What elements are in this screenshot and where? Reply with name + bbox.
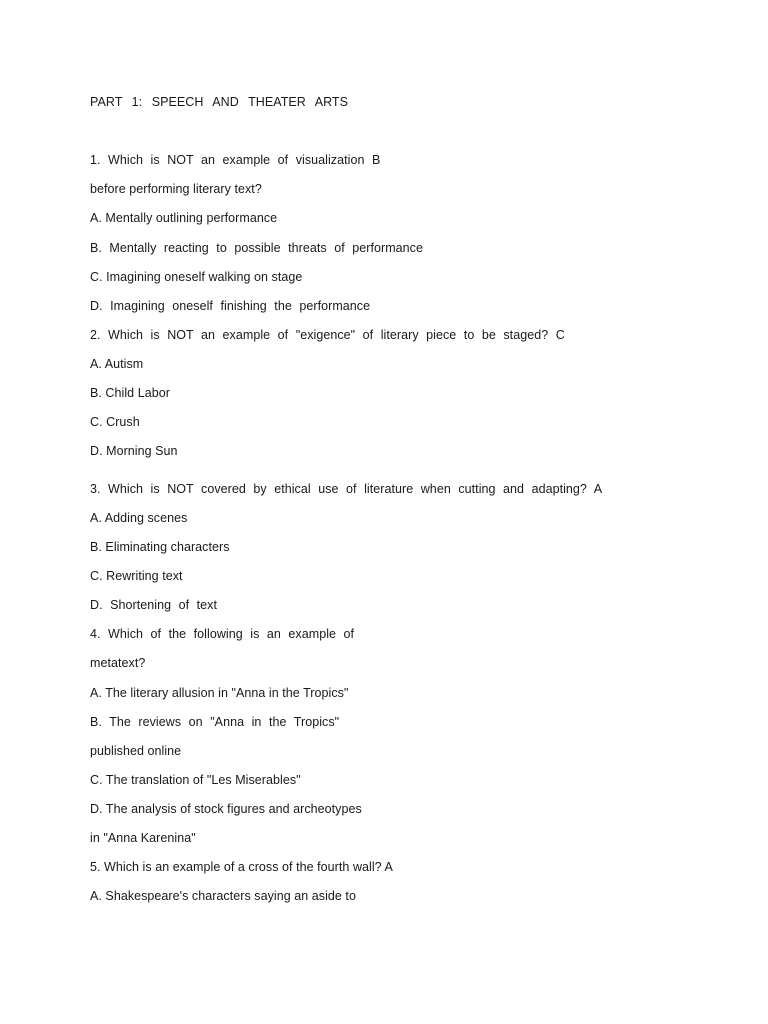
question-3-option-d: D. Shortening of text [90,598,218,612]
question-4-option-b: B. The reviews on "Anna in the Tropics" [90,715,340,729]
question-1-option-c: C. Imagining oneself walking on stage [90,270,303,284]
question-1-stem-continued: before performing literary text? [90,182,262,196]
question-3-stem: 3. Which is NOT covered by ethical use of literature when cutting and adapting? A [90,482,603,496]
question-4-option-a: A. The literary allusion in "Anna in the Tropics" [90,686,349,700]
question-5-stem: 5. Which is an example of a cross of the fourth wall? A [90,860,393,874]
question-4-stem-continued: metatext? [90,656,146,670]
question-2-option-a: A. Autism [90,357,144,371]
question-1-option-d: D. Imagining oneself finishing the performance [90,299,371,313]
question-1-option-a: A. Mentally outlining performance [90,211,278,225]
question-3-option-b: B. Eliminating characters [90,540,230,554]
question-2-option-b: B. Child Labor [90,386,170,400]
question-4-option-c: C. The translation of "Les Miserables" [90,773,301,787]
question-1-option-b: B. Mentally reacting to possible threats of performance [90,241,423,255]
question-2-option-c: C. Crush [90,415,140,429]
question-4-stem: 4. Which of the following is an example of [90,627,355,641]
question-4-option-d: D. The analysis of stock figures and archeotypes [90,802,362,816]
question-2-stem: 2. Which is NOT an example of "exigence" of literary piece to be staged? C [90,328,565,342]
question-4-option-b-continued: published online [90,744,182,758]
question-2-option-d: D. Morning Sun [90,444,178,458]
question-3-option-c: C. Rewriting text [90,569,183,583]
question-5-option-a: A. Shakespeare's characters saying an aside to [90,889,356,903]
question-1-stem: 1. Which is NOT an example of visualization B [90,153,381,167]
question-4-option-d-continued: in "Anna Karenina" [90,831,196,845]
document-heading: PART 1: SPEECH AND THEATER ARTS [90,95,349,109]
question-3-option-a: A. Adding scenes [90,511,188,525]
